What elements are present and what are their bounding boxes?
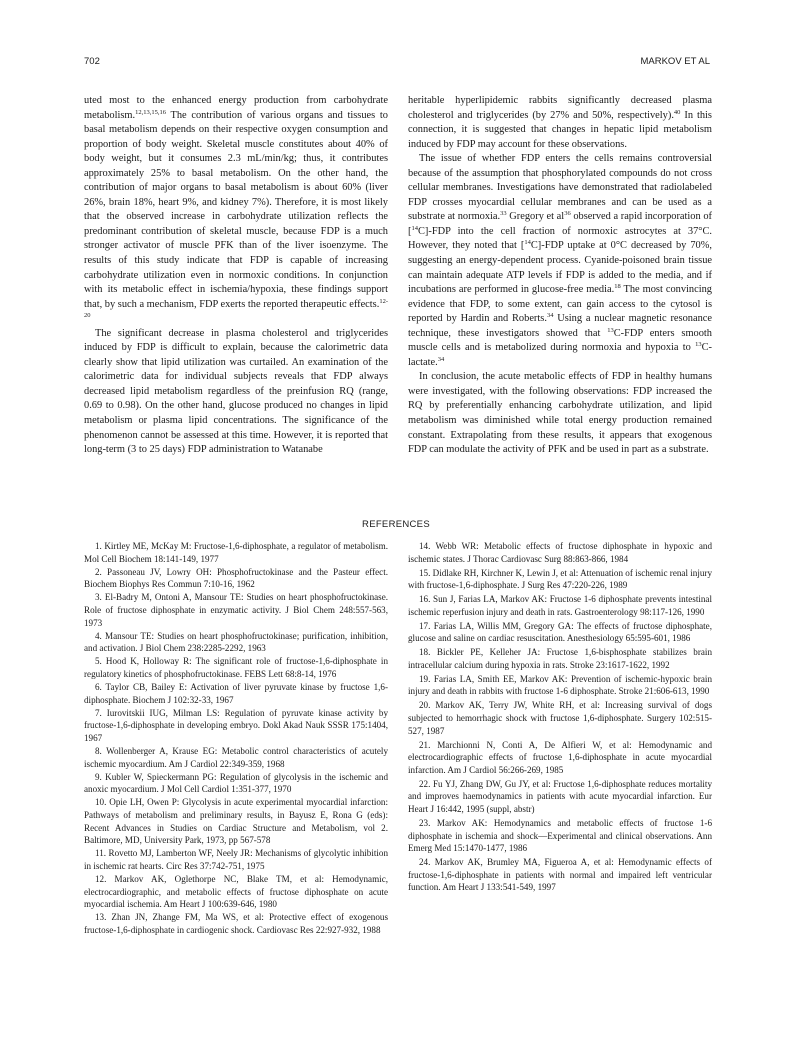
- page-header: [84, 56, 710, 67]
- page-number: 702: [84, 56, 100, 67]
- citation-superscript: 13: [695, 341, 702, 349]
- reference-item: 7. Iurovitskii IUG, Milman LS: Regulation of pyruvate kinase activity by fructose-1,6-diphosphate in developing embryo. Dokl Akad Nauk SSSR 175:1404, 1967: [84, 707, 388, 743]
- citation-superscript: 34: [546, 312, 554, 320]
- paragraph: The issue of whether FDP enters the cells remains controversial because of the assumption that phosphorylated compounds do not cross cellular membranes. Investigations have demonstrated that radiolabeled FDP crosses myocardial cellular membranes and can be used as a substrate at normoxia.$^{33}$ Gregory et $al^{36}$ observed a rapid incorporation of [$^{14}$C]-FDP into the cell fraction of normoxic astrocytes at 37°C. However, they noted that [$^{14}$C]-FDP uptake at 0°C decreased by 70%, suggesting an energy-dependent process. Cyanide-poisoned brain tissue can maintain adequate ATP levels if FDP is added to the media, and if incubations are performed in glucose-free media.$^{18}$ The most convincing evidence that FDP, to some extent, can gain access to the cytosol is reported by Hardin and Roberts.$^{34}$ Using a nuclear magnetic resonance technique, these investigators showed that $^{13}$C-FDP enters smooth muscle cells and is metabolized during normoxia and hypoxia to $^{13}$C-lactate.$^{34}$: [408, 153, 713, 368]
- reference-item: 20. Markov AK, Terry JW, White RH, et al: Increasing survival of dogs subjected to hemorrhagic shock with fructose 1,6-diphosphate. Surgery 102:515-527, 1987: [408, 700, 712, 736]
- reference-item: 12. Markov AK, Oglethorpe NC, Blake TM, et al: Hemodynamic, electrocardiographic, and metabolic effects of fructose diphosphate on acute myocardial ischemia. Am Heart J 100:639-646, 1980: [84, 873, 388, 910]
- reference-item: 1. Kirtley ME, McKay M: Fructose-1,6-diphosphate, a regulator of metabolism. Mol Cell Biochem 18:141-149, 1977: [84, 541, 388, 564]
- reference-item: 6. Taylor CB, Bailey E: Activation of liver pyruvate kinase by fructose 1,6-diphosphate. Biochem J 102:32-33, 1967: [84, 682, 388, 705]
- citation-superscript: 33: [500, 210, 507, 218]
- paragraph: uted most to the enhanced energy production from carbohydrate metabolism.$^{12,13,15,16}$ The contribution of various organs and tissues to basal metabolism depends on their respective oxygen consumption and proportion of body weight. Skeletal muscle constitutes about 40% of body weight, but it consumes 2.3 mL/min/kg; thus, it contributes approximately 25% to basal metabolism. On the other hand, the contribution of major organs to basal metabolism is about 60% (liver 26%, brain 18%, heart 9%, and kidney 7%). Therefore, it is most likely that the observed increase in carbohydrate utilization reflects the predominant contribution of skeletal muscle, because FDP is a much stronger activator of muscle PFK than of the liver isoenzyme. The results of this study indicate that FDP is capable of increasing carbohydrate utilization even in normoxic conditions. In conjunction with its metabolic effect in ischemia/hypoxia, these findings support that, by such a mechanism, FDP exerts the reported therapeutic effects.$^{12-20}$: [84, 95, 388, 320]
- reference-item: 2. Passoneau JV, Lowry OH: Phosphofructokinase and the Pasteur effect. Biochem Biophys Res Commun 7:10-16, 1962: [84, 566, 388, 590]
- left-text-column: [84, 94, 388, 458]
- reference-item: 19. Farias LA, Smith EE, Markov AK: Prevention of ischemic-hypoxic brain injury and death in rabbits with fructose 1-6 diphosphate. Stroke 21:606-613, 1990: [408, 673, 712, 697]
- paragraph: In conclusion, the acute metabolic effects of FDP in healthy humans were investigated, with the following observations: FDP increased the RQ by preferentially enhancing carbohydrate utilization, and lipid metabolism was diminished while total energy production remained constant. Extrapolating from these results, it appears that exogenous FDP can modulate the activity of PFK and be used in part as a substrate.: [408, 371, 712, 456]
- reference-item: 16. Sun J, Farias LA, Markov AK: Fructose 1-6 diphosphate prevents intestinal ischemic reperfusion injury and death in rats. Gastroenterology 98:117-126, 1990: [408, 594, 712, 617]
- reference-item: 14. Webb WR: Metabolic effects of fructose diphosphate in hypoxic and ischemic states. J Thorac Cardiovasc Surg 88:863-866, 1984: [408, 541, 712, 564]
- reference-item: 24. Markov AK, Brumley MA, Figueroa A, et al: Hemodynamic effects of fructose-1,6-diphosphate in patients with normal and impaired left ventricular function. Am Heart J 133:541-549, 1997: [408, 857, 712, 893]
- reference-item: 10. Opie LH, Owen P: Glycolysis in acute experimental myocardial infarction: Pathways of metabolism and preliminary results, in Bayusz E, Rona G (eds): Recent Advances in Studies on Cardiac Structure and Metabolism, vol 2. Baltimore, MD, University Park, 1973, pp 567-578: [84, 797, 388, 846]
- reference-item: 21. Marchionni N, Conti A, De Alfieri W, et al: Hemodynamic and electrocardiographic effects of fructose 1,6-diphosphate in acute myocardial infarction. Am J Cardiol 56:266-269, 1985: [408, 739, 712, 775]
- references-left-column: [84, 540, 388, 937]
- reference-item: 13. Zhan JN, Zhange FM, Ma WS, et al: Protective effect of exogenous fructose-1,6-diphosphate in cardiogenic shock. Cardiovasc Res 22:927-932, 1988: [84, 912, 388, 935]
- citation-superscript: 34: [437, 355, 445, 363]
- reference-item: 22. Fu YJ, Zhang DW, Gu JY, et al: Fructose 1,6-diphosphate reduces mortality and improves haemodynamics in patients with acute myocardial infarction. Eur Heart J 16:442, 1995 (suppl, abstr): [408, 778, 712, 814]
- reference-item: 3. El-Badry M, Ontoni A, Mansour TE: Studies on heart phosphofructokinase. Role of fructose diphosphate in enzymatic activity. J Biol Chem 248:557-563, 1973: [84, 592, 388, 628]
- reference-item: 15. Didlake RH, Kirchner K, Lewin J, et al: Attenuation of ischemic renal injury with fructose-1,6-diphosphate. J Surg Res 47:220-226, 1989: [408, 567, 712, 591]
- citation-superscript: 36: [564, 210, 571, 218]
- citation-superscript: 12,13,15,16: [135, 108, 166, 116]
- citation-superscript: 12-20: [84, 297, 388, 320]
- right-text-column: [408, 94, 712, 458]
- reference-item: 11. Rovetto MJ, Lamberton WF, Neely JR: Mechanisms of glycolytic inhibition in ischemic rat hearts. Circ Res 37:742-751, 1975: [84, 848, 388, 871]
- reference-item: 8. Wollenberger A, Krause EG: Metabolic control characteristics of acutely ischemic myocardium. Am J Cardiol 22:349-359, 1968: [84, 746, 388, 769]
- references-heading: REFERENCES: [362, 519, 430, 530]
- citation-superscript: 13: [607, 326, 614, 334]
- reference-item: 18. Bickler PE, Kelleher JA: Fructose 1,6-bisphosphate stabilizes brain intracellular calcium during hypoxia in rats. Stroke 23:1617-1622, 1992: [408, 647, 712, 670]
- reference-item: 4. Mansour TE: Studies on heart phosphofructokinase; purification, inhibition, and activation. J Biol Chem 238:2285-2292, 1963: [84, 630, 388, 654]
- citation-superscript: 40: [673, 108, 681, 116]
- paragraph: heritable hyperlipidemic rabbits significantly decreased plasma cholesterol and triglycerides (by 27% and 50%, respectively).$^{40}$ In this connection, it is suggested that changes in hepatic lipid metabolism induced by FDP may account for these observations.: [408, 95, 712, 150]
- references-right-column: [408, 540, 712, 937]
- reference-item: 9. Kubler W, Spieckermann PG: Regulation of glycolysis in the ischemic and anoxic myocardium. J Mol Cell Cardiol 1:351-377, 1970: [84, 771, 388, 795]
- paragraph: The significant decrease in plasma cholesterol and triglycerides induced by FDP is difficult to explain, because the calorimetric data clearly show that lipid utilization was curtailed. An examination of the calorimetric data for individual subjects reveals that FDP always decreased lipid metabolism regardless of the preinfusion RQ (range, 0.69 to 0.98). On the other hand, glucose produced no changes in lipid metabolism or plasma lipid concentrations. The significance of the phenomenon cannot be assessed at this time. However, it is reported that long-term (3 to 25 days) FDP administration to Watanabe: [84, 327, 388, 456]
- citation-superscript: 18: [614, 283, 621, 291]
- references-section: [84, 540, 712, 937]
- citation-superscript: 14: [524, 239, 531, 247]
- reference-item: 23. Markov AK: Hemodynamics and metabolic effects of fructose 1-6 diphosphate in ischemia and shock—Experimental and clinical observations. Ann Emerg Med 15:1470-1477, 1986: [408, 817, 712, 854]
- running-title: MARKOV ET AL: [640, 56, 710, 67]
- body-text: [84, 94, 712, 458]
- reference-item: 17. Farias LA, Willis MM, Gregory GA: The effects of fructose diphosphate, glucose and saline on cardiac resuscitation. Anesthesiology 65:595-601, 1986: [408, 620, 712, 644]
- citation-superscript: 14: [411, 224, 418, 232]
- reference-item: 5. Hood K, Holloway R: The significant role of fructose-1,6-diphosphate in regulatory kinetics of phosphofructokinase. FEBS Lett 68:8-14, 1976: [84, 656, 388, 679]
